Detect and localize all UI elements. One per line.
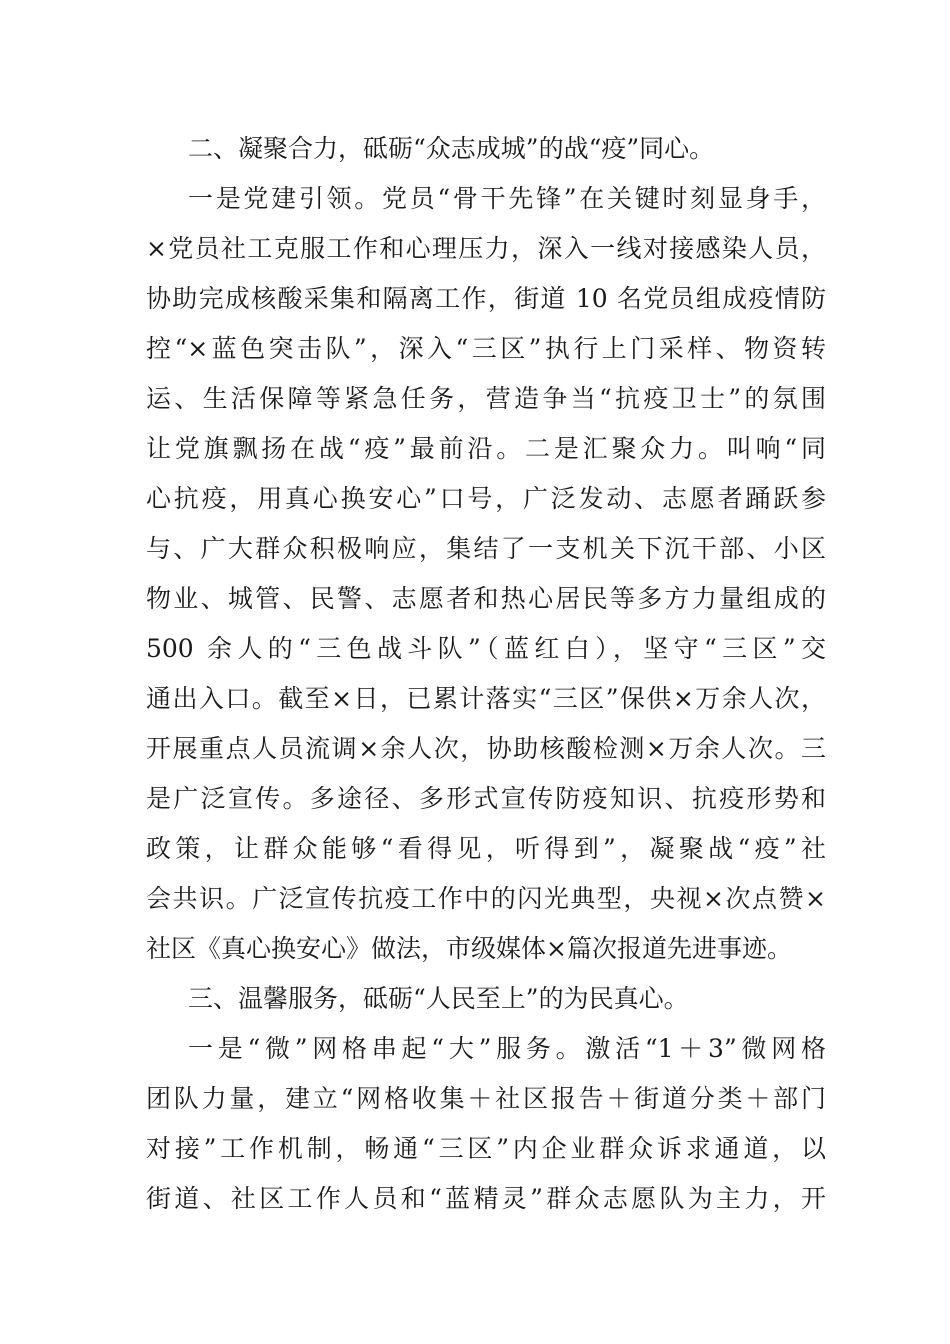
document-body [146, 124, 826, 1224]
text-line: 开展重点人员流调×余人次，协助核酸检测×万余人次。三 [146, 734, 826, 763]
text-line: 对接”工作机制，畅通“三区”内企业群众诉求通道，以 [146, 1134, 826, 1163]
text-line: 让党旗飘扬在战“疫”最前沿。二是汇聚众力。叫响“同 [146, 434, 826, 463]
text-line: 是广泛宣传。多途径、多形式宣传防疫知识、抗疫形势和 [146, 784, 826, 813]
text-line: 控“×蓝色突击队”，深入“三区”执行上门采样、物资转 [146, 334, 826, 363]
text-line: 协助完成核酸采集和隔离工作，街道 10 名党员组成疫情防 [146, 284, 826, 313]
text-line: 政策，让群众能够“看得见，听得到”，凝聚战“疫”社 [146, 834, 826, 863]
text-line: ×党员社工克服工作和心理压力，深入一线对接感染人员， [146, 234, 826, 263]
text-line: 物业、城管、民警、志愿者和热心居民等多方力量组成的 [146, 584, 826, 613]
text-line: 500 余人的“三色战斗队”（蓝红白），坚守“三区”交 [146, 634, 826, 663]
text-line: 与、广大群众积极响应，集结了一支机关下沉干部、小区 [146, 534, 826, 563]
text-line: 三、温馨服务，砥砺“人民至上”的为民真心。 [188, 984, 689, 1013]
text-line: 街道、社区工作人员和“蓝精灵”群众志愿队为主力，开 [146, 1184, 826, 1213]
text-line: 通出入口。截至×日，已累计落实“三区”保供×万余人次， [146, 684, 826, 713]
text-line: 团队力量，建立“网格收集＋社区报告＋街道分类＋部门 [146, 1084, 826, 1113]
text-line: 社区《真心换安心》做法，市级媒体×篇次报道先进事迹。 [146, 934, 792, 963]
text-line: 一是党建引领。党员“骨干先锋”在关键时刻显身手， [188, 184, 826, 213]
text-line: 心抗疫，用真心换安心”口号，广泛发动、志愿者踊跃参 [146, 484, 826, 513]
text-line: 二、凝聚合力，砥砺“众志成城”的战“疫”同心。 [188, 134, 715, 163]
text-line: 一是“微”网格串起“大”服务。激活“1＋3”微网格 [188, 1034, 826, 1063]
text-line: 运、生活保障等紧急任务，营造争当“抗疫卫士”的氛围 [146, 384, 826, 413]
text-line: 会共识。广泛宣传抗疫工作中的闪光典型，央视×次点赞× [146, 884, 826, 913]
